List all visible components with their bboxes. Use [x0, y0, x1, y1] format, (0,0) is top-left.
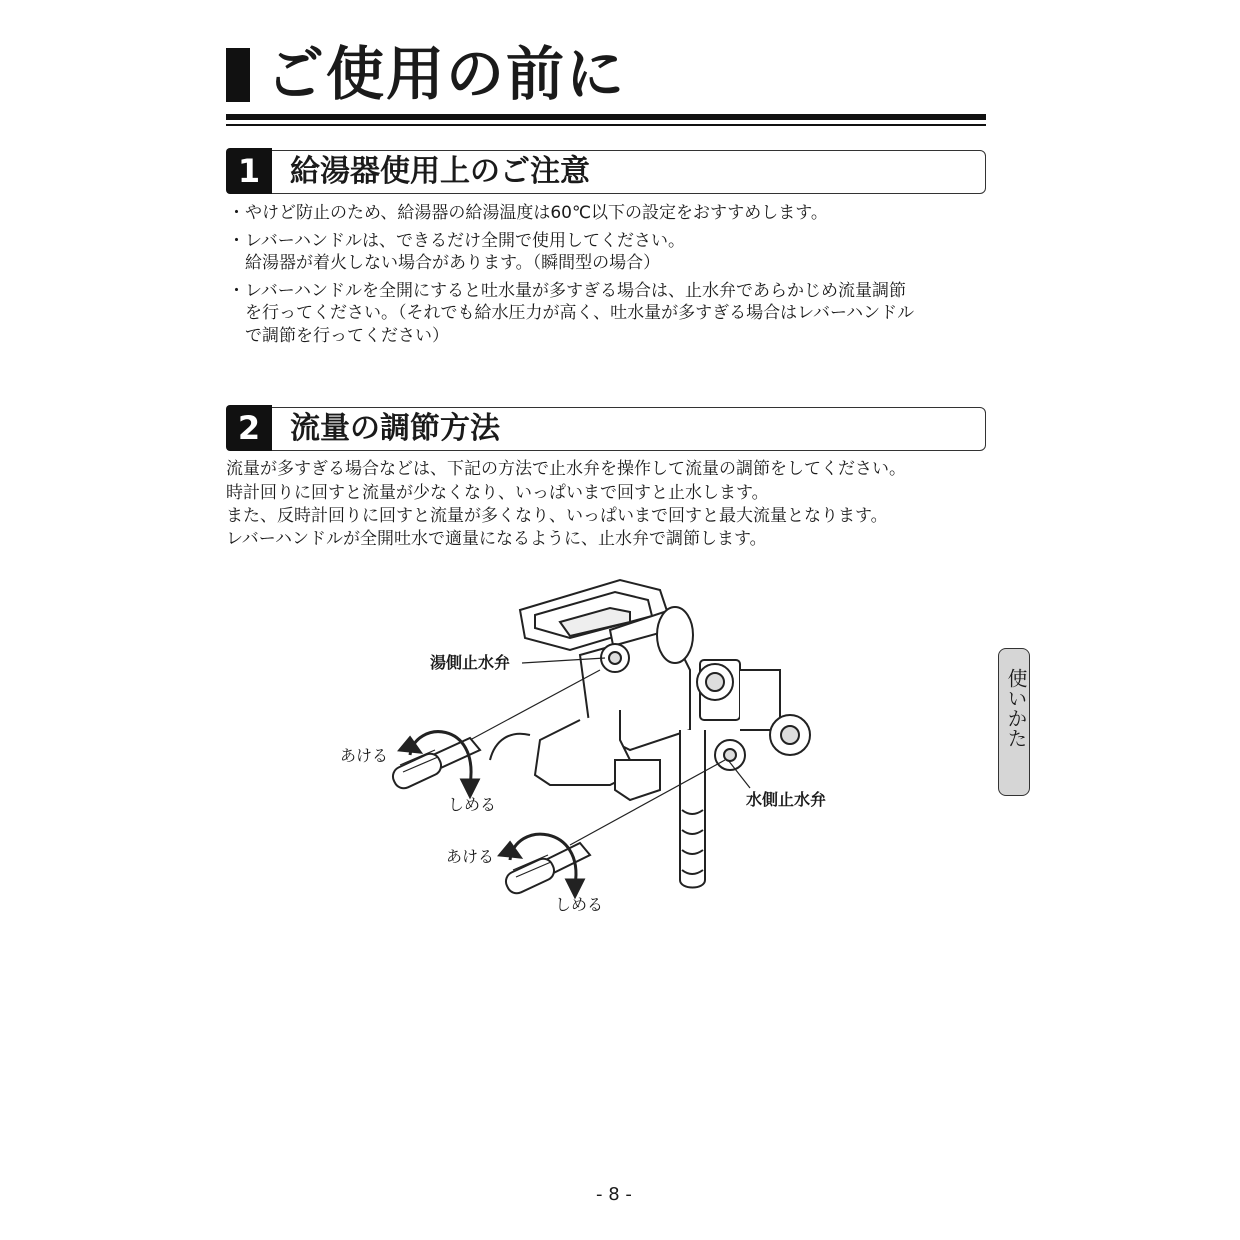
close-label-upper: しめる — [448, 795, 497, 814]
note-3-line-1: ・レバーハンドルを全開にすると吐水量が多すぎる場合は、止水弁であらかじめ流量調節 — [228, 281, 906, 301]
section-2-title: 流量の調節方法 — [290, 411, 500, 446]
open-label-lower: あける — [446, 847, 495, 866]
section-1-number: 1 — [226, 148, 272, 194]
title-rule — [226, 114, 986, 120]
hot-valve-label: 湯側止水弁 — [430, 653, 511, 672]
note-1: ・やけど防止のため、給湯器の給湯温度は60℃以下の設定をおすすめします。 — [228, 203, 828, 223]
close-label-lower: しめる — [555, 895, 604, 914]
instruction-line-2: 時計回りに回すと流量が少なくなり、いっぱいまで回すと止水します。 — [226, 483, 769, 503]
note-2-line-1: ・レバーハンドルは、できるだけ全開で使用してください。 — [228, 231, 685, 251]
open-label-upper: あける — [340, 746, 389, 765]
section-2-number: 2 — [226, 405, 272, 451]
note-3-line-3: で調節を行ってください） — [245, 326, 449, 346]
faucet-illustration — [330, 560, 870, 930]
title-rule-thin — [226, 124, 986, 126]
note-3-line-2: を行ってください。（それでも給水圧力が高く、吐水量が多すぎる場合はレバーハンドル — [245, 303, 915, 323]
section-tab-label: 使いかた — [1004, 668, 1028, 748]
instruction-line-3: また、反時計回りに回すと流量が多くなり、いっぱいまで回すと最大流量となります。 — [226, 506, 888, 526]
section-1-title: 給湯器使用上のご注意 — [290, 154, 590, 189]
page-number: - 8 - — [596, 1184, 632, 1205]
note-2-line-2: 給湯器が着火しない場合があります。（瞬間型の場合） — [245, 253, 661, 273]
instruction-line-1: 流量が多すぎる場合などは、下記の方法で止水弁を操作して流量の調節をしてください。 — [226, 459, 906, 479]
page-title: ご使用の前に — [266, 40, 627, 108]
instruction-line-4: レバーハンドルが全開吐水で適量になるように、止水弁で調節します。 — [226, 529, 767, 549]
title-marker — [226, 48, 250, 102]
cold-valve-label: 水側止水弁 — [746, 790, 827, 809]
faucet-body — [490, 607, 810, 888]
